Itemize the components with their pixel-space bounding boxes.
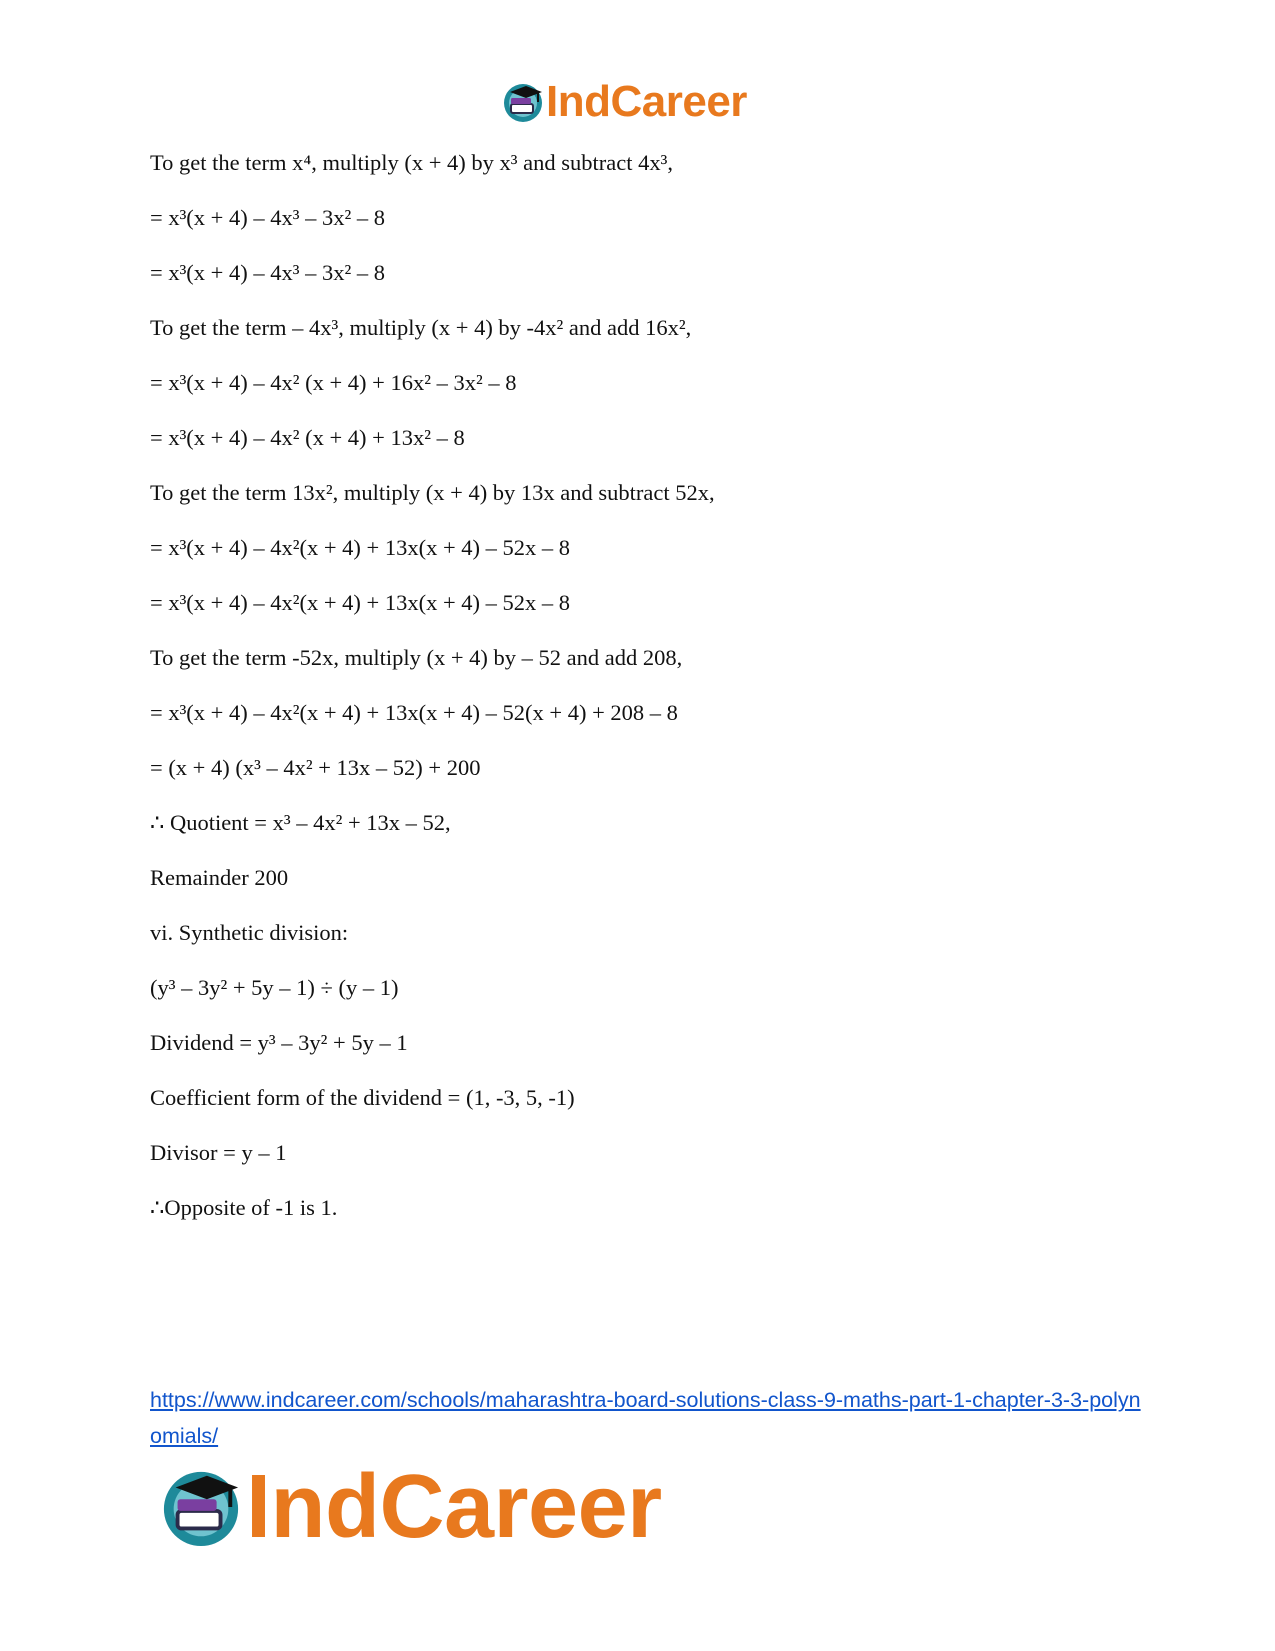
logo-text: IndCareer: [246, 1457, 662, 1557]
footer-logo: [160, 1457, 662, 1557]
text-line: = x³(x + 4) – 4x²(x + 4) + 13x(x + 4) – 52x – 8: [150, 535, 571, 560]
text-line: = x³(x + 4) – 4x² (x + 4) + 13x² – 8: [150, 425, 465, 450]
text-line: ∴Opposite of -1 is 1.: [150, 1195, 338, 1220]
text-line: = x³(x + 4) – 4x² (x + 4) + 16x² – 3x² – 8: [150, 370, 517, 395]
logo-text: IndCareer: [546, 77, 747, 126]
text-line: To get the term – 4x³, multiply (x + 4) by -4x² and add 16x²,: [150, 315, 692, 340]
text-line: = x³(x + 4) – 4x³ – 3x² – 8: [150, 260, 385, 285]
graduation-cap-book-globe-icon: [502, 81, 544, 123]
text-line: Dividend = y³ – 3y² + 5y – 1: [150, 1030, 408, 1055]
text-line: To get the term x⁴, multiply (x + 4) by x³ and subtract 4x³,: [150, 150, 673, 175]
text-line: Coefficient form of the dividend = (1, -3, 5, -1): [150, 1085, 575, 1110]
solution-text: [150, 145, 1150, 1245]
text-line: (y³ – 3y² + 5y – 1) ÷ (y – 1): [150, 975, 399, 1000]
text-line: = x³(x + 4) – 4x³ – 3x² – 8: [150, 205, 385, 230]
text-line: Remainder 200: [150, 865, 289, 890]
source-url-link[interactable]: https://www.indcareer.com/schools/maharashtra-board-solutions-class-9-maths-part-1-chapter-3-3-polynomials/: [150, 1388, 1141, 1448]
text-line: To get the term 13x², multiply (x + 4) by 13x and subtract 52x,: [150, 480, 715, 505]
header-logo: [502, 77, 747, 126]
text-line: = x³(x + 4) – 4x²(x + 4) + 13x(x + 4) – 52x – 8: [150, 590, 571, 615]
text-line: To get the term -52x, multiply (x + 4) by – 52 and add 208,: [150, 645, 683, 670]
text-line: vi. Synthetic division:: [150, 920, 349, 945]
text-line: Divisor = y – 1: [150, 1140, 287, 1165]
graduation-cap-book-globe-icon: [160, 1466, 242, 1548]
text-line: = x³(x + 4) – 4x²(x + 4) + 13x(x + 4) – 52(x + 4) + 208 – 8: [150, 700, 678, 725]
text-line: ∴ Quotient = x³ – 4x² + 13x – 52,: [150, 810, 451, 835]
text-line: = (x + 4) (x³ – 4x² + 13x – 52) + 200: [150, 755, 481, 780]
